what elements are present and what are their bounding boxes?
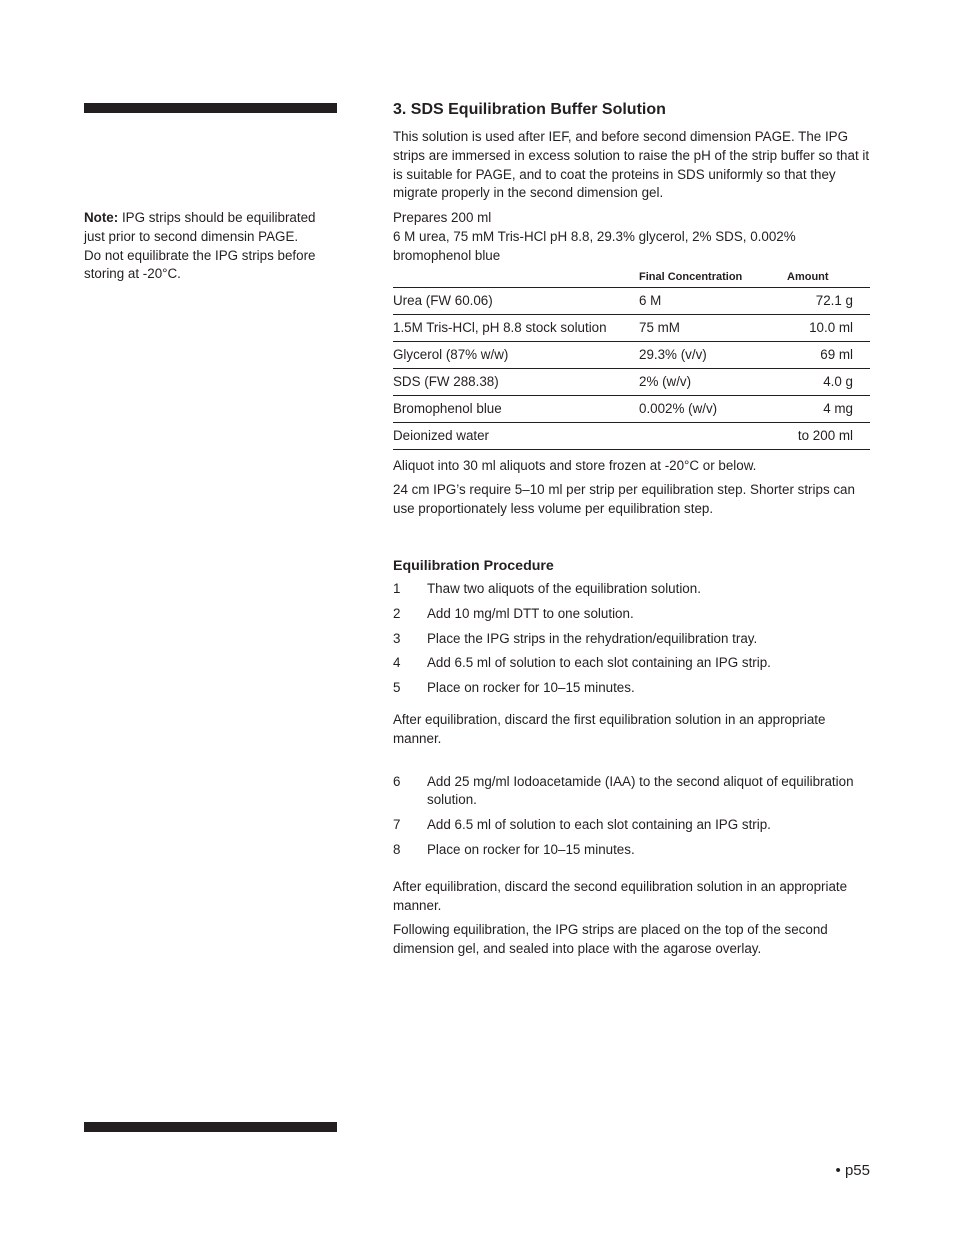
list-item bbox=[393, 605, 870, 624]
note-text: IPG strips should be equilibrated just prior to second dimensin PAGE. Do not equilibrate the IPG strips before storing at -20°C. bbox=[84, 210, 316, 282]
table-cell: 6 M bbox=[639, 287, 787, 314]
step-number: 3 bbox=[393, 630, 401, 646]
step-number: 5 bbox=[393, 680, 401, 696]
procedure-title: Equilibration Procedure bbox=[393, 557, 554, 574]
list-item bbox=[393, 630, 870, 649]
step-text: Place on rocker for 10–15 minutes. bbox=[427, 680, 635, 696]
step-text: Add 10 mg/ml DTT to one solution. bbox=[427, 605, 634, 621]
volume-note: 24 cm IPG’s require 5–10 ml per strip per equilibration step. Shorter strips can use proportionately less volume per equilibration step. bbox=[393, 482, 855, 517]
recipe-table bbox=[393, 268, 870, 450]
table-cell: 29.3% (v/v) bbox=[639, 341, 787, 368]
table-cell: 4 mg bbox=[787, 395, 870, 422]
table-row bbox=[393, 422, 870, 449]
step-number: 8 bbox=[393, 841, 401, 857]
table-cell: 10.0 ml bbox=[787, 314, 870, 341]
side-note bbox=[84, 209, 316, 284]
table-cell: Deionized water bbox=[393, 422, 639, 449]
note-label: Note: bbox=[84, 210, 119, 225]
table-cell: Glycerol (87% w/w) bbox=[393, 341, 639, 368]
table-row bbox=[393, 314, 870, 341]
step-number: 2 bbox=[393, 605, 401, 621]
procedure-steps-first bbox=[393, 580, 870, 698]
table-cell: Bromophenol blue bbox=[393, 395, 639, 422]
prepares-text: Prepares 200 ml bbox=[393, 210, 492, 226]
table-row bbox=[393, 368, 870, 395]
table-cell: 0.002% (w/v) bbox=[639, 395, 787, 422]
top-rule bbox=[84, 103, 337, 113]
step-number: 7 bbox=[393, 817, 401, 833]
section-title: 3. SDS Equilibration Buffer Solution bbox=[393, 101, 666, 118]
table-row bbox=[393, 395, 870, 422]
procedure-steps-second bbox=[393, 773, 870, 860]
after-second-equilibration: After equilibration, discard the second equilibration solution in an appropriate manner. bbox=[393, 878, 848, 913]
table-cell: 72.1 g bbox=[787, 287, 870, 314]
table-cell: 69 ml bbox=[787, 341, 870, 368]
table-row bbox=[393, 287, 870, 314]
intro-paragraph: This solution is used after IEF, and before second dimension PAGE. The IPG strips are immersed in excess solution to raise the pH of the strip buffer so that it is suitable for PAGE, and to coat the proteins in SDS uniformly so that they migrate properly in the second dimension gel. bbox=[393, 129, 870, 201]
page-number: • p55 bbox=[835, 1162, 870, 1179]
step-text: Thaw two aliquots of the equilibration solution. bbox=[427, 580, 701, 596]
final-paragraph: Following equilibration, the IPG strips are placed on the top of the second dimension gel, and sealed into place with the agarose overlay. bbox=[393, 922, 828, 957]
list-item bbox=[393, 816, 870, 835]
main-content bbox=[393, 99, 870, 959]
step-text: Place on rocker for 10–15 minutes. bbox=[427, 841, 635, 857]
header-component bbox=[393, 268, 639, 288]
table-cell: Urea (FW 60.06) bbox=[393, 287, 639, 314]
bottom-rule bbox=[84, 1122, 337, 1132]
header-amount: Amount bbox=[787, 268, 870, 288]
step-text: Add 6.5 ml of solution to each slot containing an IPG strip. bbox=[427, 655, 771, 671]
list-item bbox=[393, 841, 870, 860]
step-text: Add 25 mg/ml Iodoacetamide (IAA) to the second aliquot of equilibration solution. bbox=[427, 773, 854, 808]
after-first-equilibration: After equilibration, discard the first equilibration solution in an appropriate manner. bbox=[393, 711, 826, 746]
aliquot-note: Aliquot into 30 ml aliquots and store frozen at -20°C or below. bbox=[393, 457, 757, 473]
list-item bbox=[393, 679, 870, 698]
header-final-concentration: Final Concentration bbox=[639, 268, 787, 288]
step-text: Add 6.5 ml of solution to each slot containing an IPG strip. bbox=[427, 817, 771, 833]
step-text: Place the IPG strips in the rehydration/equilibration tray. bbox=[427, 630, 758, 646]
table-cell: SDS (FW 288.38) bbox=[393, 368, 639, 395]
table-row bbox=[393, 341, 870, 368]
table-cell: 1.5M Tris-HCl, pH 8.8 stock solution bbox=[393, 314, 639, 341]
table-cell bbox=[639, 422, 787, 449]
composition-text: 6 M urea, 75 mM Tris-HCl pH 8.8, 29.3% glycerol, 2% SDS, 0.002% bromophenol blue bbox=[393, 228, 796, 263]
step-number: 4 bbox=[393, 655, 401, 671]
list-item bbox=[393, 654, 870, 673]
table-cell: 2% (w/v) bbox=[639, 368, 787, 395]
table-cell: to 200 ml bbox=[787, 422, 870, 449]
table-cell: 4.0 g bbox=[787, 368, 870, 395]
step-number: 1 bbox=[393, 580, 401, 596]
table-cell: 75 mM bbox=[639, 314, 787, 341]
table-header-row bbox=[393, 268, 870, 288]
list-item bbox=[393, 773, 870, 811]
list-item bbox=[393, 580, 870, 599]
step-number: 6 bbox=[393, 773, 401, 789]
